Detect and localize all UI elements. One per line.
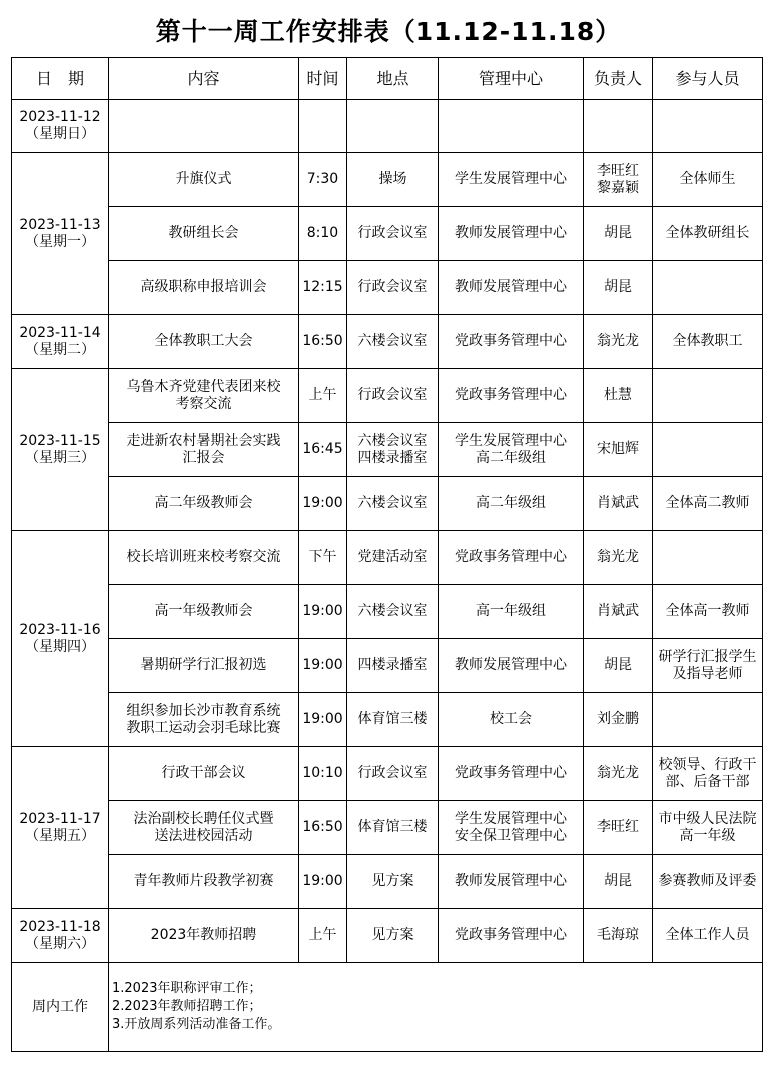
header-center: 管理中心 <box>439 58 584 100</box>
event-content: 升旗仪式 <box>109 153 299 207</box>
event-time: 10:10 <box>299 747 347 801</box>
event-place: 行政会议室 <box>347 369 439 423</box>
weekly-work-item: 3.开放周系列活动准备工作。 <box>112 1017 281 1032</box>
event-participants: 全体教研组长 <box>653 207 763 261</box>
event-center: 党政事务管理中心 <box>439 909 584 963</box>
table-row <box>12 585 763 639</box>
table-row <box>12 693 763 747</box>
header-place: 地点 <box>347 58 439 100</box>
event-center: 党政事务管理中心 <box>439 747 584 801</box>
event-time: 12:15 <box>299 261 347 315</box>
event-content: 青年教师片段教学初赛 <box>109 855 299 909</box>
event-content: 暑期研学行汇报初选 <box>109 639 299 693</box>
event-center: 高二年级组 <box>439 477 584 531</box>
event-participants <box>653 369 763 423</box>
event-time: 下午 <box>299 531 347 585</box>
event-owner: 刘金鹏 <box>584 693 653 747</box>
event-place: 见方案 <box>347 909 439 963</box>
event-time: 19:00 <box>299 585 347 639</box>
event-time: 8:10 <box>299 207 347 261</box>
table-row <box>12 639 763 693</box>
weekly-work-list <box>109 963 763 1052</box>
event-center: 校工会 <box>439 693 584 747</box>
event-content: 全体教职工大会 <box>109 315 299 369</box>
event-place: 六楼会议室 四楼录播室 <box>347 423 439 477</box>
event-participants: 全体师生 <box>653 153 763 207</box>
event-owner: 李旺红 <box>584 801 653 855</box>
event-place: 六楼会议室 <box>347 477 439 531</box>
weekly-work-row <box>12 963 763 1052</box>
event-content: 组织参加长沙市教育系统 教职工运动会羽毛球比赛 <box>109 693 299 747</box>
event-owner: 胡昆 <box>584 855 653 909</box>
date-cell: 2023-11-12 （星期日） <box>12 100 109 153</box>
event-owner: 毛海琼 <box>584 909 653 963</box>
event-content: 2023年教师招聘 <box>109 909 299 963</box>
table-row <box>12 153 763 207</box>
event-center: 党政事务管理中心 <box>439 315 584 369</box>
event-participants: 全体教职工 <box>653 315 763 369</box>
event-place: 见方案 <box>347 855 439 909</box>
event-time: 19:00 <box>299 639 347 693</box>
event-time: 上午 <box>299 369 347 423</box>
event-center: 高一年级组 <box>439 585 584 639</box>
table-row <box>12 531 763 585</box>
date-cell: 2023-11-15 （星期三） <box>12 369 109 531</box>
event-participants: 市中级人民法院 高一年级 <box>653 801 763 855</box>
event-time: 16:50 <box>299 801 347 855</box>
event-time: 16:45 <box>299 423 347 477</box>
event-participants <box>653 423 763 477</box>
event-owner: 胡昆 <box>584 639 653 693</box>
event-content: 走进新农村暑期社会实践 汇报会 <box>109 423 299 477</box>
table-row <box>12 315 763 369</box>
event-owner: 李旺红 黎嘉颖 <box>584 153 653 207</box>
header-owner: 负责人 <box>584 58 653 100</box>
event-owner: 肖斌武 <box>584 477 653 531</box>
date-cell: 2023-11-13 （星期一） <box>12 153 109 315</box>
event-center: 教师发展管理中心 <box>439 639 584 693</box>
event-owner: 翁光龙 <box>584 531 653 585</box>
table-row <box>12 909 763 963</box>
event-time: 19:00 <box>299 855 347 909</box>
event-time: 7:30 <box>299 153 347 207</box>
table-row <box>12 261 763 315</box>
table-row <box>12 207 763 261</box>
event-time: 19:00 <box>299 693 347 747</box>
weekly-work-item: 1.2023年职称评审工作； <box>112 981 262 996</box>
event-center: 学生发展管理中心 高二年级组 <box>439 423 584 477</box>
event-content: 高级职称申报培训会 <box>109 261 299 315</box>
event-owner: 胡昆 <box>584 261 653 315</box>
event-participants: 全体高二教师 <box>653 477 763 531</box>
table-row <box>12 477 763 531</box>
event-participants: 校领导、行政干 部、后备干部 <box>653 747 763 801</box>
event-time: 16:50 <box>299 315 347 369</box>
event-time: 19:00 <box>299 477 347 531</box>
event-participants <box>653 693 763 747</box>
date-cell: 2023-11-18 （星期六） <box>12 909 109 963</box>
header-participants: 参与人员 <box>653 58 763 100</box>
event-place: 操场 <box>347 153 439 207</box>
event-participants: 全体工作人员 <box>653 909 763 963</box>
table-row <box>12 801 763 855</box>
weekly-work-item: 2.2023年教师招聘工作； <box>112 999 262 1014</box>
page-title: 第十一周工作安排表（11.12-11.18） <box>155 17 622 46</box>
event-place: 六楼会议室 <box>347 315 439 369</box>
event-center: 学生发展管理中心 安全保卫管理中心 <box>439 801 584 855</box>
date-cell: 2023-11-16 （星期四） <box>12 531 109 747</box>
event-place: 党建活动室 <box>347 531 439 585</box>
event-place: 六楼会议室 <box>347 585 439 639</box>
table-row <box>12 855 763 909</box>
event-content: 高一年级教师会 <box>109 585 299 639</box>
event-place: 四楼录播室 <box>347 639 439 693</box>
event-owner: 翁光龙 <box>584 315 653 369</box>
weekly-work-label: 周内工作 <box>12 963 109 1052</box>
event-owner: 杜慧 <box>584 369 653 423</box>
table-row <box>12 369 763 423</box>
event-center: 教师发展管理中心 <box>439 261 584 315</box>
event-place: 体育馆三楼 <box>347 693 439 747</box>
date-cell: 2023-11-14 （星期二） <box>12 315 109 369</box>
event-content: 教研组长会 <box>109 207 299 261</box>
event-place: 行政会议室 <box>347 747 439 801</box>
table-row <box>12 423 763 477</box>
event-center: 党政事务管理中心 <box>439 369 584 423</box>
schedule-table <box>11 57 763 1052</box>
event-content: 法治副校长聘任仪式暨 送法进校园活动 <box>109 801 299 855</box>
header-time: 时间 <box>299 58 347 100</box>
event-owner: 翁光龙 <box>584 747 653 801</box>
event-participants: 全体高一教师 <box>653 585 763 639</box>
event-owner: 胡昆 <box>584 207 653 261</box>
event-time: 上午 <box>299 909 347 963</box>
date-cell: 2023-11-17 （星期五） <box>12 747 109 909</box>
event-content: 校长培训班来校考察交流 <box>109 531 299 585</box>
event-content: 行政干部会议 <box>109 747 299 801</box>
event-participants: 研学行汇报学生 及指导老师 <box>653 639 763 693</box>
table-row <box>12 100 763 153</box>
event-content: 乌鲁木齐党建代表团来校 考察交流 <box>109 369 299 423</box>
table-row <box>12 747 763 801</box>
event-center: 教师发展管理中心 <box>439 207 584 261</box>
header-date: 日 期 <box>12 58 109 100</box>
event-place: 行政会议室 <box>347 261 439 315</box>
event-participants: 参赛教师及评委 <box>653 855 763 909</box>
event-participants <box>653 261 763 315</box>
event-participants <box>653 531 763 585</box>
event-owner: 肖斌武 <box>584 585 653 639</box>
event-center: 学生发展管理中心 <box>439 153 584 207</box>
event-center: 党政事务管理中心 <box>439 531 584 585</box>
event-owner: 宋旭辉 <box>584 423 653 477</box>
event-place: 行政会议室 <box>347 207 439 261</box>
event-place: 体育馆三楼 <box>347 801 439 855</box>
event-center: 教师发展管理中心 <box>439 855 584 909</box>
event-content: 高二年级教师会 <box>109 477 299 531</box>
table-header-row <box>12 58 763 100</box>
header-content: 内容 <box>109 58 299 100</box>
